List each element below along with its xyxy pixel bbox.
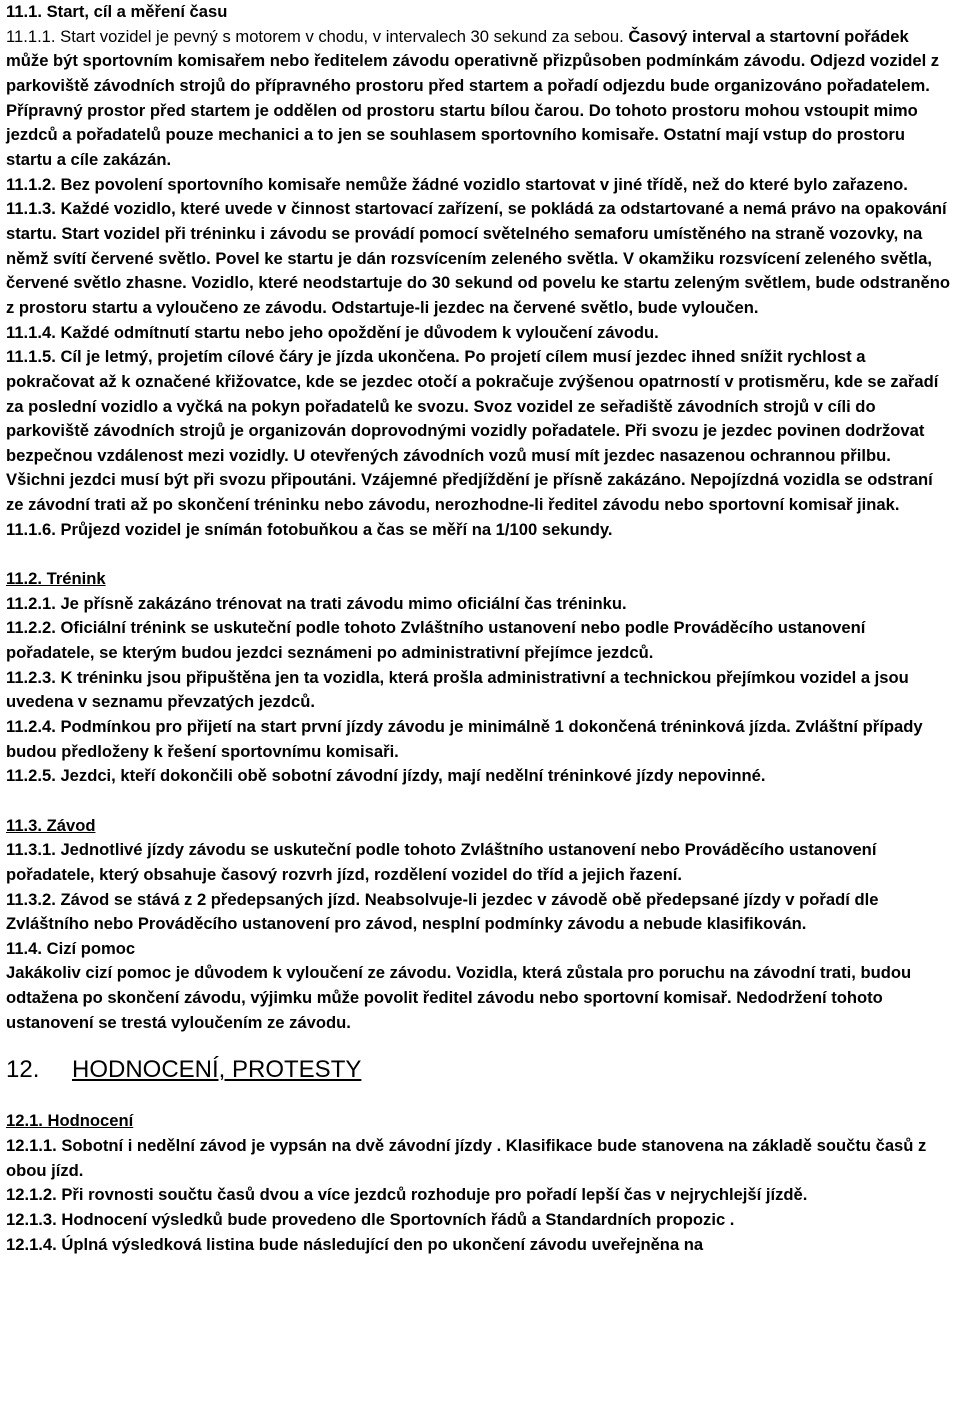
paragraph-11-1-1-number: 11.1.1. bbox=[6, 26, 56, 46]
spacer bbox=[6, 1035, 954, 1051]
paragraph-11-1-5 bbox=[6, 345, 954, 518]
paragraph-12-1-2: 12.1.2. Při rovnosti součtu časů dvou a více jezdců rozhoduje pro pořadí lepší čas v nejrychlejší jízdě. bbox=[6, 1185, 808, 1205]
paragraph-11-2-5: 11.2.5. Jezdci, kteří dokončili obě sobotní závodní jízdy, mají nedělní tréninkové jízdy nepovinné. bbox=[6, 766, 766, 786]
paragraph-11-4-text: Jakákoliv cizí pomoc je důvodem k vyloučení ze závodu. Vozidla, která zůstala pro poruchu na závodní trati, budou odtažena po skončení závodu, výjimku může povolit ředitel závodu nebo sportovní komisař. Nedodržení tohoto ustanovení se trestá vyloučením ze závodu. bbox=[6, 963, 912, 1032]
paragraph-11-2-1: 11.2.1. Je přísně zakázáno trénovat na trati závodu mimo oficiální čas tréninku. bbox=[6, 593, 627, 613]
paragraph-11-1-5-text-a: 11.1.5. Cíl je letmý, projetím cílové čáry je jízda ukončena. Po projetí cílem musí jezdec ihned snížit rychlost a pokračovat až k označené křižovatce, kde se jezdec otočí a pokračuje zvýšenou opatrností v protisměru, kde se zařadí za poslední vozidlo a vyčká na pokyn pořadatelů ke svozu. Svoz vozidel ze seřadiště závodních strojů v cíli do parkoviště závodních strojů je organizován doprovodnými vozidly pořadatele. Při svozu je jezdec povinen dodržovat bezpečnou vzdálenost mezi vozidly. bbox=[6, 347, 939, 465]
paragraph-11-3-1: 11.3.1. Jednotlivé jízdy závodu se uskuteční podle tohoto Zvláštního ustanovení nebo Prováděcího ustanovení pořadatele, který obsahuje časový rozvrh jízd, rozdělení vozidel do tříd a jejich řazení. bbox=[6, 840, 877, 884]
section-11-3-heading: 11.3. Závod bbox=[6, 815, 96, 835]
chapter-12-heading bbox=[6, 1053, 954, 1087]
paragraph-11-1-4: 11.1.4. Každé odmítnutí startu nebo jeho opoždění je důvodem k vyloučení závodu. bbox=[6, 322, 659, 342]
paragraph-11-1-2: 11.1.2. Bez povolení sportovního komisaře nemůže žádné vozidlo startovat v jiné třídě, než do které bylo zařazeno. bbox=[6, 174, 908, 194]
section-11-4-heading: 11.4. Cizí pomoc bbox=[6, 938, 136, 958]
paragraph-11-1-3: 11.1.3. Každé vozidlo, které uvede v činnost startovací zařízení, se pokládá za odstartované a nemá právo na opakování startu. Start vozidel při tréninku i závodu se provádí pomocí světelného semaforu umístěného na straně vozovky, na němž svítí červené světlo. Povel ke startu je dán rozsvícením zeleného světla. V okamžiku rozsvícení zeleného světla, červené světlo zhasne. Vozidlo, které neodstartuje do 30 sekund od povelu ke startu zeleným světlem, bude odstraněno z prostoru startu a vyloučeno ze závodu. Odstartuje-li jezdec na červené světlo, bude vyloučen. bbox=[6, 199, 950, 317]
paragraph-12-1-3: 12.1.3. Hodnocení výsledků bude provedeno dle Sportovních řádů a Standardních propozic . bbox=[6, 1210, 735, 1230]
section-12-1-heading: 12.1. Hodnocení bbox=[6, 1111, 134, 1131]
paragraph-12-1-4: 12.1.4. Úplná výsledková listina bude následující den po ukončení závodu uveřejněna na bbox=[6, 1234, 704, 1254]
chapter-12-number: 12. bbox=[6, 1056, 40, 1084]
paragraph-12-1-1: 12.1.1. Sobotní i nedělní závod je vypsán na dvě závodní jízdy . Klasifikace bude stanovena na základě součtu časů z obou jízd. bbox=[6, 1136, 927, 1180]
section-11-2-heading: 11.2. Trénink bbox=[6, 569, 106, 589]
paragraph-11-1-5-text-b: Vzájemné předjíždění je přísně zakázáno. Nepojízdná vozidla se odstraní ze závodní trati až po skončení tréninku nebo závodu, nerozhodne-li ředitel závodu nebo sportovní komisař jinak. bbox=[6, 470, 933, 515]
section-11-1-heading: 11.1. Start, cíl a měření času bbox=[6, 2, 228, 21]
chapter-12-title: HODNOCENÍ, PROTESTY bbox=[72, 1056, 362, 1084]
paragraph-11-2-2: 11.2.2. Oficiální trénink se uskuteční podle tohoto Zvláštního ustanovení nebo podle Prováděcího ustanovení pořadatele, se kterým budou jezdci seznámeni po administrativní přejímce jezdců. bbox=[6, 618, 866, 662]
paragraph-11-1-6: 11.1.6. Průjezd vozidel je snímán fotobuňkou a čas se měří na 1/100 sekundy. bbox=[6, 519, 613, 539]
spacer bbox=[6, 1093, 954, 1109]
paragraph-11-1-1 bbox=[6, 25, 954, 173]
spacer bbox=[6, 789, 954, 814]
paragraph-11-2-3: 11.2.3. K tréninku jsou připuštěna jen ta vozidla, která prošla administrativní a technickou přejímkou vozidel a jsou uvedena v seznamu převzatých jezdců. bbox=[6, 667, 909, 712]
spacer bbox=[6, 542, 954, 567]
paragraph-11-1-1-text-b: Časový interval a startovní pořádek může být sportovním komisařem nebo ředitelem závodu operativně přizpůsoben podmínkám závodu. Odjezd vozidel z parkoviště závodních strojů do přípravného prostoru před startem a pořadí odjezdu bude organizováno pořadatelem. Přípravný prostor před startem je oddělen od prostoru startu bílou čarou. Do tohoto prostoru mohou vstoupit mimo jezdců a pořadatelů pouze mechanici a to jen se souhlasem sportovního komisaře. Ostatní mají vstup do prostoru startu a cíle zakázán. bbox=[6, 26, 940, 169]
paragraph-11-1-5-emphasis: U otevřených závodních vozů musí mít jezdec nasazenou ochrannou přilbu. Všichni jezdci musí být při svozu připoutáni. bbox=[6, 445, 891, 490]
paragraph-11-2-4: 11.2.4. Podmínkou pro přijetí na start první jízdy závodu je minimálně 1 dokončená tréninková jízda. Zvláštní případy budou předloženy k řešení sportovnímu komisaři. bbox=[6, 716, 923, 761]
paragraph-11-3-2: 11.3.2. Závod se stává z 2 předepsaných jízd. Neabsolvuje-li jezdec v závodě obě předepsané jízdy v pořadí dle Zvláštního nebo Prováděcího ustanovení pro závod, nesplní podmínky závodu a nebude klasifikován. bbox=[6, 889, 879, 934]
paragraph-11-1-1-text-a: Start vozidel je pevný s motorem v chodu, v intervalech 30 sekund za sebou. bbox=[55, 26, 629, 46]
